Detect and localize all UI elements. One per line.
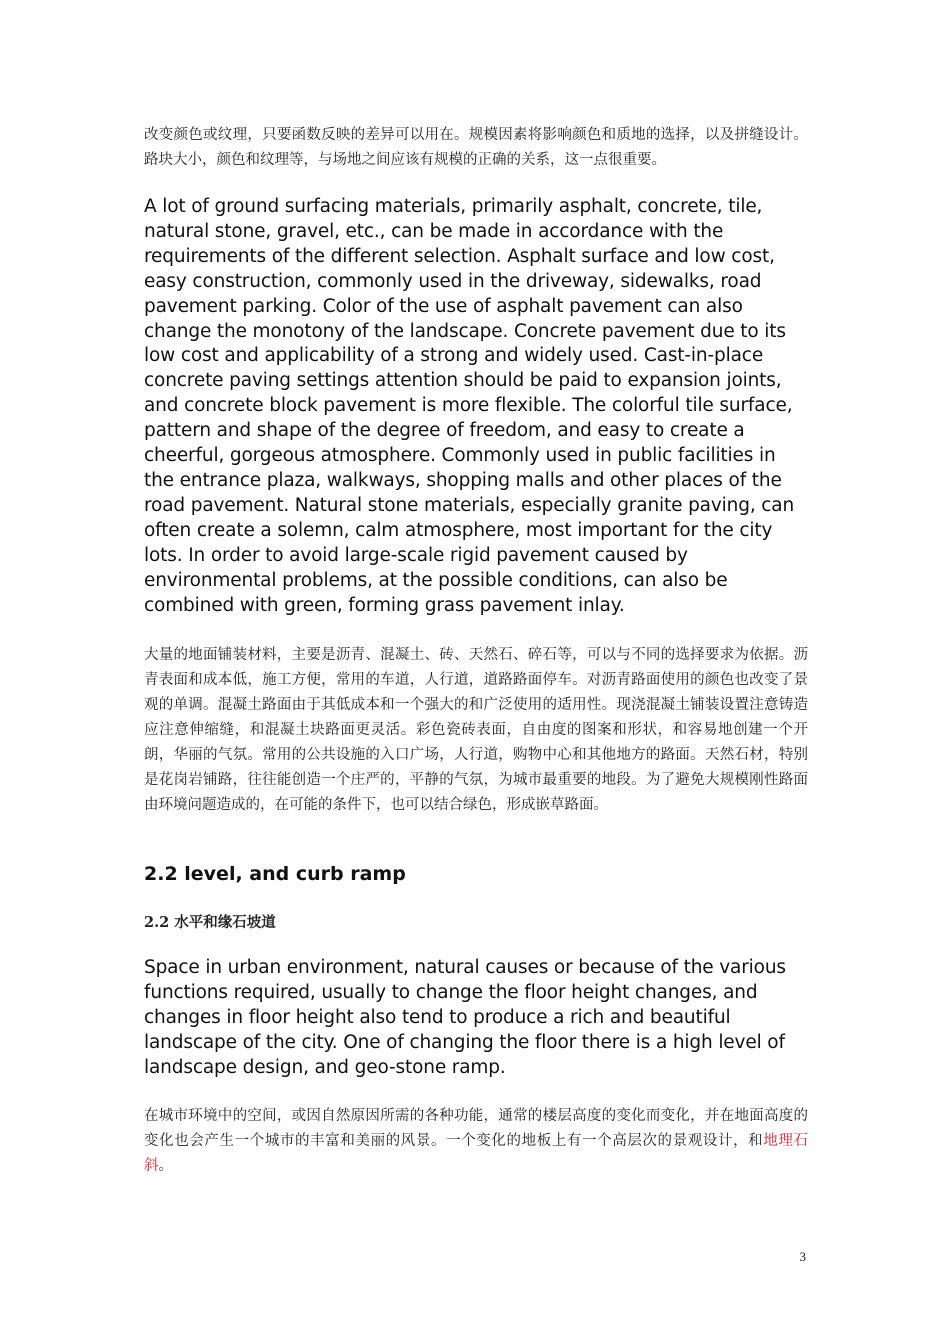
highlighted-term: 地理石斜 xyxy=(144,1133,809,1174)
paragraph-zh-level-text: 在城市环境中的空间，或因自然原因所需的各种功能，通常的楼层高度的变化而变化，并在地面高度的变化也会产生一个城市的丰富和美丽的风景。一个变化的地板上有一个高层次的景观设计，和 xyxy=(144,1108,808,1149)
section-heading-zh: 2.2 水平和缘石坡道 xyxy=(144,914,276,931)
page-number: 3 xyxy=(799,1249,806,1264)
paragraph-zh-materials: 大量的地面铺装材料，主要是沥青、混凝土、砖、天然石、碎石等，可以与不同的选择要求为依据。沥青表面和成本低，施工方便，常用的车道，人行道，道路路面停车。对沥青路面使用的颜色也改变了景观的单调。混凝土路面由于其低成本和一个强大的和广泛使用的适用性。现浇混凝土铺装设置注意铸造应注意伸缩缝，和混凝土块路面更灵活。彩色瓷砖表面，自由度的图案和形状，和容易地创建一个开朗，华丽的气氛。常用的公共设施的入口广场，人行道，购物中心和其他地方的路面。天然石材，特别是花岗岩铺路，往往能创造一个庄严的，平静的气氛，为城市最重要的地段。为了避免大规模刚性路面由环境问题造成的，在可能的条件下，也可以结合绿色，形成嵌草路面。 xyxy=(144,647,808,813)
paragraph-zh-1: 改变颜色或纹理，只要函数反映的差异可以用在。规模因素将影响颜色和质地的选择，以及拼缝设计。路块大小，颜色和纹理等，与场地之间应该有规模的正确的关系，这一点很重要。 xyxy=(144,127,808,168)
section-heading-en: 2.2 level, and curb ramp xyxy=(144,863,406,885)
paragraph-en-materials: A lot of ground surfacing materials, primarily asphalt, concrete, tile, natural stone, gravel, etc., can be made in accordance with the requirements of the different selection. Asphalt surface and low cost, easy construction, commonly used in the driveway, sidewalks, road pavement parking. Color of the use of asphalt pavement can also change the monotony of the landscape. Concrete pavement due to its low cost and applicability of a strong and widely used. Cast-in-place concrete paving settings attention should be paid to expansion joints, and concrete block pavement is more flexible. The colorful tile surface, pattern and shape of the degree of freedom, and easy to create a cheerful, gorgeous atmosphere. Commonly used in public facilities in the entrance plaza, walkways, shopping malls and other places of the road pavement. Natural stone materials, especially granite paving, can often create a solemn, calm atmosphere, most important for the city lots. In order to avoid large-scale rigid pavement caused by environmental problems, at the possible conditions, can also be combined with green, forming grass pavement inlay. xyxy=(144,196,795,616)
paragraph-zh-level xyxy=(144,1104,808,1179)
paragraph-en-level: Space in urban environment, natural causes or because of the various functions required, usually to change the floor height changes, and changes in floor height also tend to produce a rich and beautiful landscape of the city. One of changing the floor there is a high level of landscape design, and geo-stone ramp. xyxy=(144,957,786,1078)
paragraph-zh-level-end: 。 xyxy=(158,1158,173,1174)
